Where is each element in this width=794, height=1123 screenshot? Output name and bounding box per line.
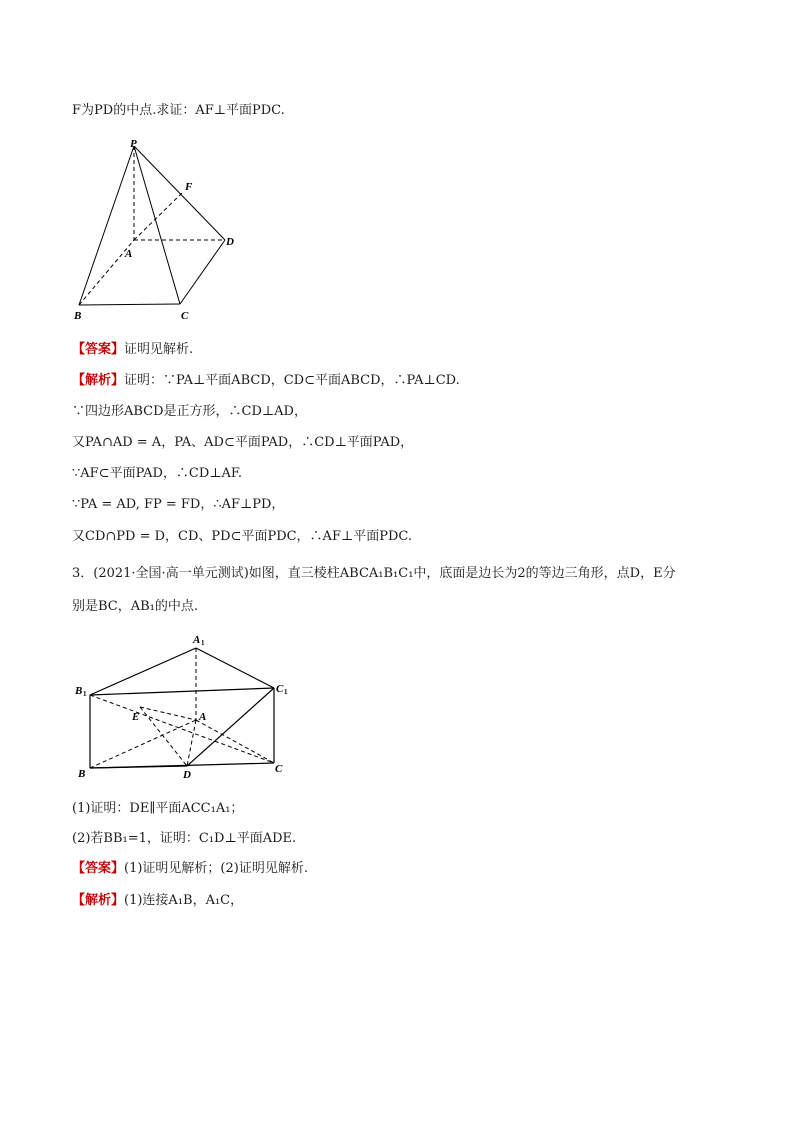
analysis-step: 又PA∩AD = A，PA、AD⊂平面PAD，∴CD⊥平面PAD， — [72, 435, 414, 450]
answer-text: 证明见解析. — [124, 342, 194, 357]
fig2-label-b1: B — [75, 685, 83, 697]
problem3-statement-line2: 别是BC，AB₁的中点. — [72, 599, 199, 614]
answer-text: (1)证明见解析；(2)证明见解析. — [124, 861, 308, 876]
problem2-analysis-1 — [72, 372, 460, 390]
analysis-step: 证明：∵PA⊥平面ABCD，CD⊂平面ABCD，∴PA⊥CD. — [124, 373, 460, 388]
analysis-tag: 【解析】 — [72, 893, 125, 908]
fig1-label-p: P — [130, 138, 137, 150]
fig2-label-c: C — [275, 763, 283, 775]
fig2-label-e: E — [132, 711, 140, 723]
pyramid-svg — [70, 135, 245, 325]
fig2-label-b: B — [78, 768, 86, 780]
analysis-step: ∵AF⊂平面PAD，∴CD⊥AF. — [72, 466, 243, 481]
pyramid-figure — [70, 135, 245, 325]
problem3-analysis — [72, 892, 243, 910]
fig1-label-f: F — [185, 181, 193, 193]
analysis-step: ∵四边形ABCD是正方形，∴CD⊥AD， — [72, 404, 307, 419]
problem2-answer — [72, 341, 193, 359]
problem3-answer — [72, 860, 308, 878]
problem3-question-1: (1)证明：DE∥平面ACC₁A₁； — [72, 801, 244, 816]
fig2-label-a1: A — [193, 634, 201, 646]
prism-svg — [72, 632, 297, 782]
problem3-statement-line1: 3．(2021·全国·高一单元测试)如图，直三棱柱ABCA₁B₁C₁中，底面是边长为2的等边三角形，点D，E分 — [72, 566, 676, 581]
analysis-text: (1)连接A₁B，A₁C， — [124, 893, 244, 908]
fig1-label-a: A — [125, 248, 133, 260]
fig2-label-c1: C — [276, 683, 284, 695]
fig2-label-b1-sub: 1 — [83, 690, 87, 698]
fig1-label-d: D — [226, 236, 234, 248]
fig1-label-c: C — [181, 310, 189, 322]
answer-tag: 【答案】 — [72, 342, 125, 357]
prism-figure — [72, 632, 297, 782]
answer-tag: 【答案】 — [72, 861, 125, 876]
fig2-label-a: A — [199, 711, 207, 723]
problem2-statement: F为PD的中点.求证：AF⊥平面PDC. — [72, 103, 285, 118]
problem3-question-2: (2)若BB₁=1，证明：C₁D⊥平面ADE. — [72, 831, 297, 846]
analysis-step: ∵PA = AD, FP = FD，∴AF⊥PD， — [72, 497, 285, 512]
analysis-step: 又CD∩PD = D，CD、PD⊂平面PDC，∴AF⊥平面PDC. — [72, 529, 412, 544]
fig2-label-d: D — [183, 769, 191, 781]
fig2-label-c1-sub: 1 — [284, 688, 288, 696]
fig1-label-b: B — [74, 310, 82, 322]
analysis-tag: 【解析】 — [72, 373, 125, 388]
fig2-label-a1-sub: 1 — [201, 639, 205, 647]
